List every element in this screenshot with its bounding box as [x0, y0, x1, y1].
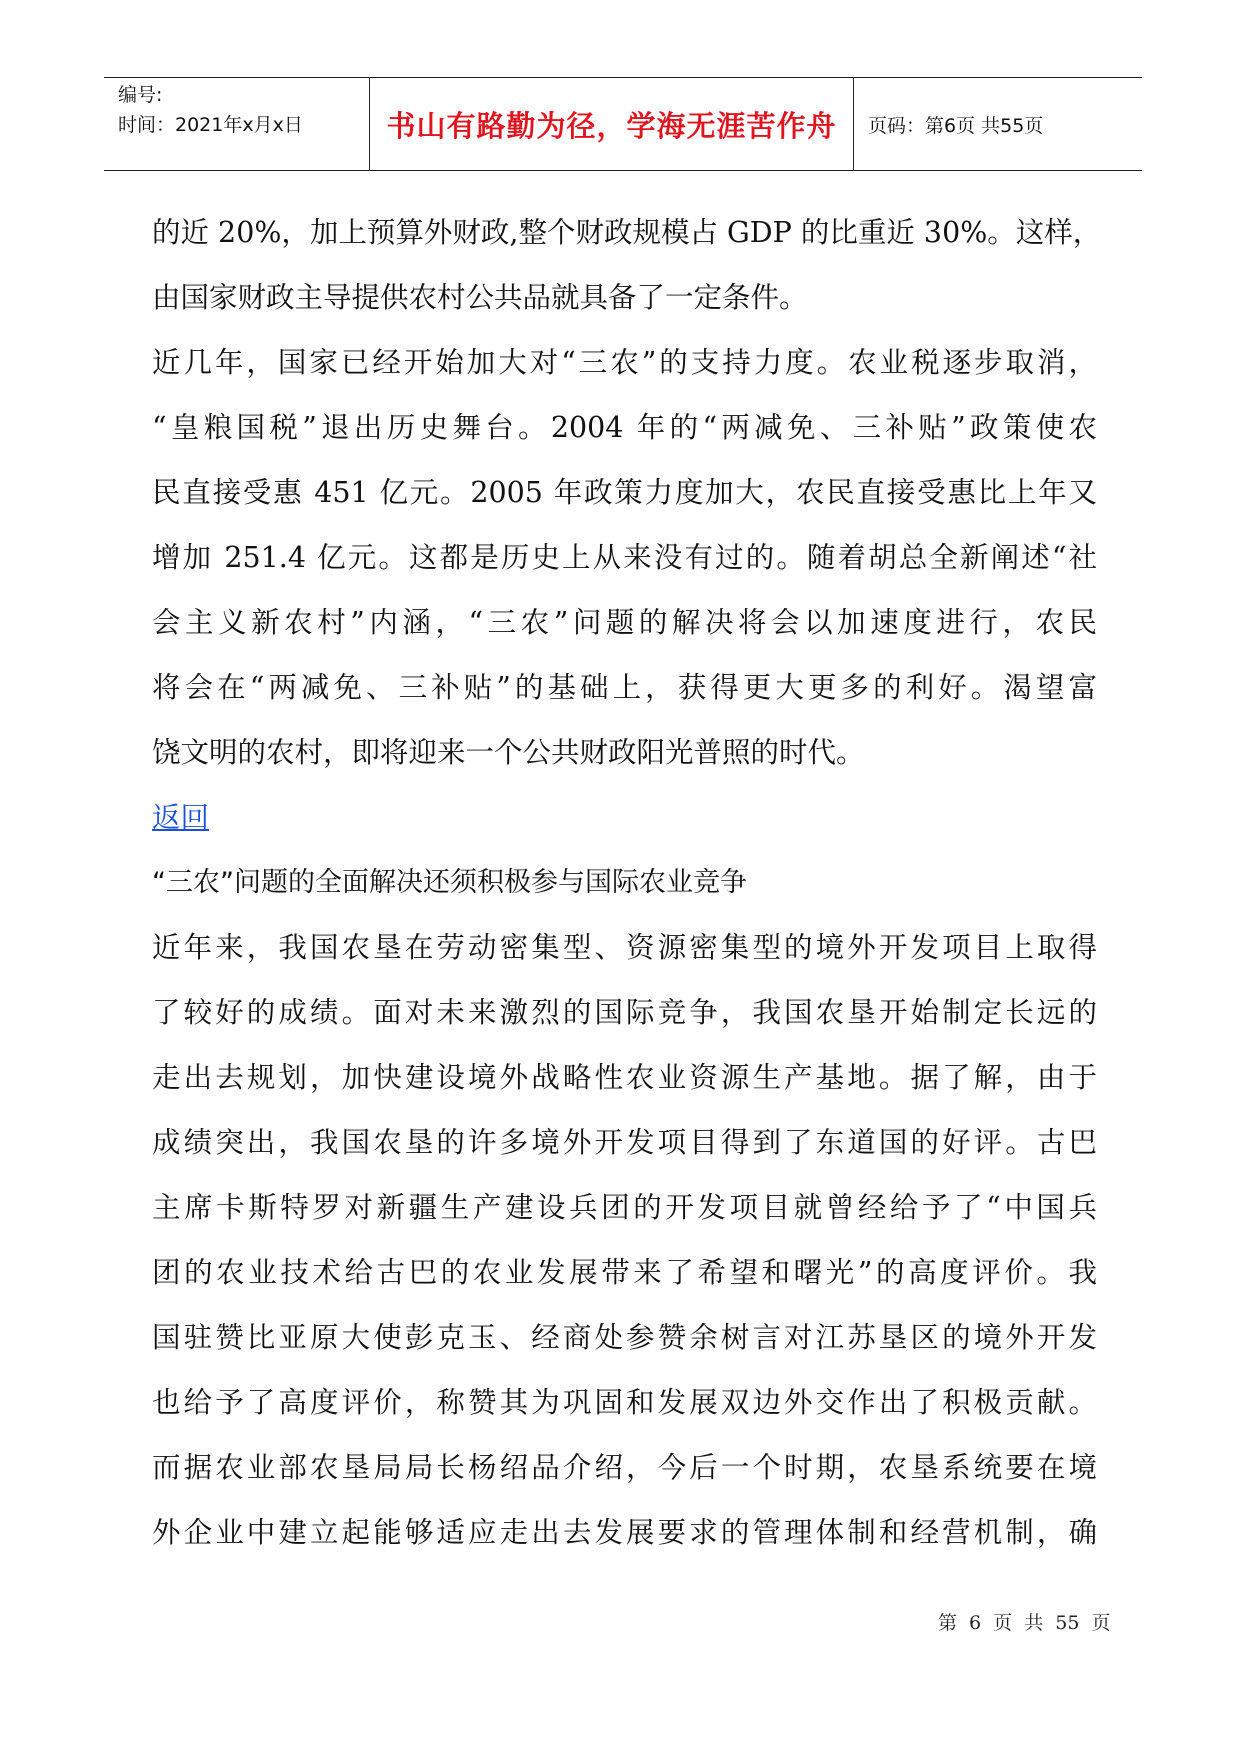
text-line: 了较好的成绩。面对未来激烈的国际竞争，我国农垦开始制定长远的 — [152, 996, 1097, 1029]
paragraph-policy — [152, 330, 1097, 785]
page-footer: 第 6 页 共 55 页 — [938, 1612, 1111, 1634]
text-line: “皇粮国税”退出历史舞台。2004 年的“两减免、三补贴”政策使农 — [152, 411, 1097, 444]
text-line: 饶文明的农村，即将迎来一个公共财政阳光普照的时代。 — [152, 736, 865, 769]
text-line: 外企业中建立起能够适应走出去发展要求的管理体制和经营机制，确 — [152, 1516, 1097, 1549]
header-motto: 书山有路勤为径，学海无涯苦作舟 — [370, 78, 854, 170]
document-number-label: 编号: — [118, 84, 163, 106]
text-line: 团的农业技术给古巴的农业发展带来了希望和曙光”的高度评价。我 — [152, 1256, 1097, 1289]
text-line: 由国家财政主导提供农村公共品就具备了一定条件。 — [152, 281, 808, 314]
page-header — [104, 77, 1142, 171]
header-meta — [104, 78, 370, 170]
paragraph-overseas — [152, 915, 1097, 1565]
text-line: 将会在“两减免、三补贴”的基础上，获得更大更多的利好。渴望富 — [152, 671, 1097, 704]
text-line: 国驻赞比亚原大使彭克玉、经商处参赞余树言对江苏垦区的境外开发 — [152, 1321, 1097, 1354]
section-heading: “三农”问题的全面解决还须积极参与国际农业竞争 — [152, 867, 747, 898]
back-link-row — [152, 785, 1097, 850]
paragraph-fiscal — [152, 200, 1102, 330]
document-body — [152, 200, 1102, 1565]
text-line: 成绩突出，我国农垦的许多境外开发项目得到了东道国的好评。古巴 — [152, 1126, 1097, 1159]
text-line: 而据农业部农垦局局长杨绍品介绍，今后一个时期，农垦系统要在境 — [152, 1451, 1097, 1484]
back-link[interactable]: 返回 — [152, 801, 210, 834]
text-line: 主席卡斯特罗对新疆生产建设兵团的开发项目就曾经给予了“中国兵 — [152, 1191, 1097, 1224]
text-line: 近几年，国家已经开始加大对“三农”的支持力度。农业税逐步取消， — [152, 346, 1097, 379]
text-line: 也给予了高度评价，称赞其为巩固和发展双边外交作出了积极贡献。 — [152, 1386, 1097, 1419]
header-page-info: 页码：第6页 共55页 — [868, 114, 1044, 137]
document-time-label: 时间：2021年x月x日 — [118, 114, 303, 136]
text-line: 增加 251.4 亿元。这都是历史上从来没有过的。随着胡总全新阐述“社 — [152, 541, 1097, 574]
text-line: 民直接受惠 451 亿元。2005 年政策力度加大，农民直接受惠比上年又 — [152, 476, 1097, 509]
text-line: 走出去规划，加快建设境外战略性农业资源生产基地。据了解，由于 — [152, 1061, 1097, 1094]
text-line: 的近 20%，加上预算外财政,整个财政规模占 GDP 的比重近 30%。这样， — [152, 216, 1102, 249]
text-line: 会主义新农村”内涵，“三农”问题的解决将会以加速度进行，农民 — [152, 606, 1097, 639]
text-line: 近年来，我国农垦在劳动密集型、资源密集型的境外开发项目上取得 — [152, 931, 1097, 964]
